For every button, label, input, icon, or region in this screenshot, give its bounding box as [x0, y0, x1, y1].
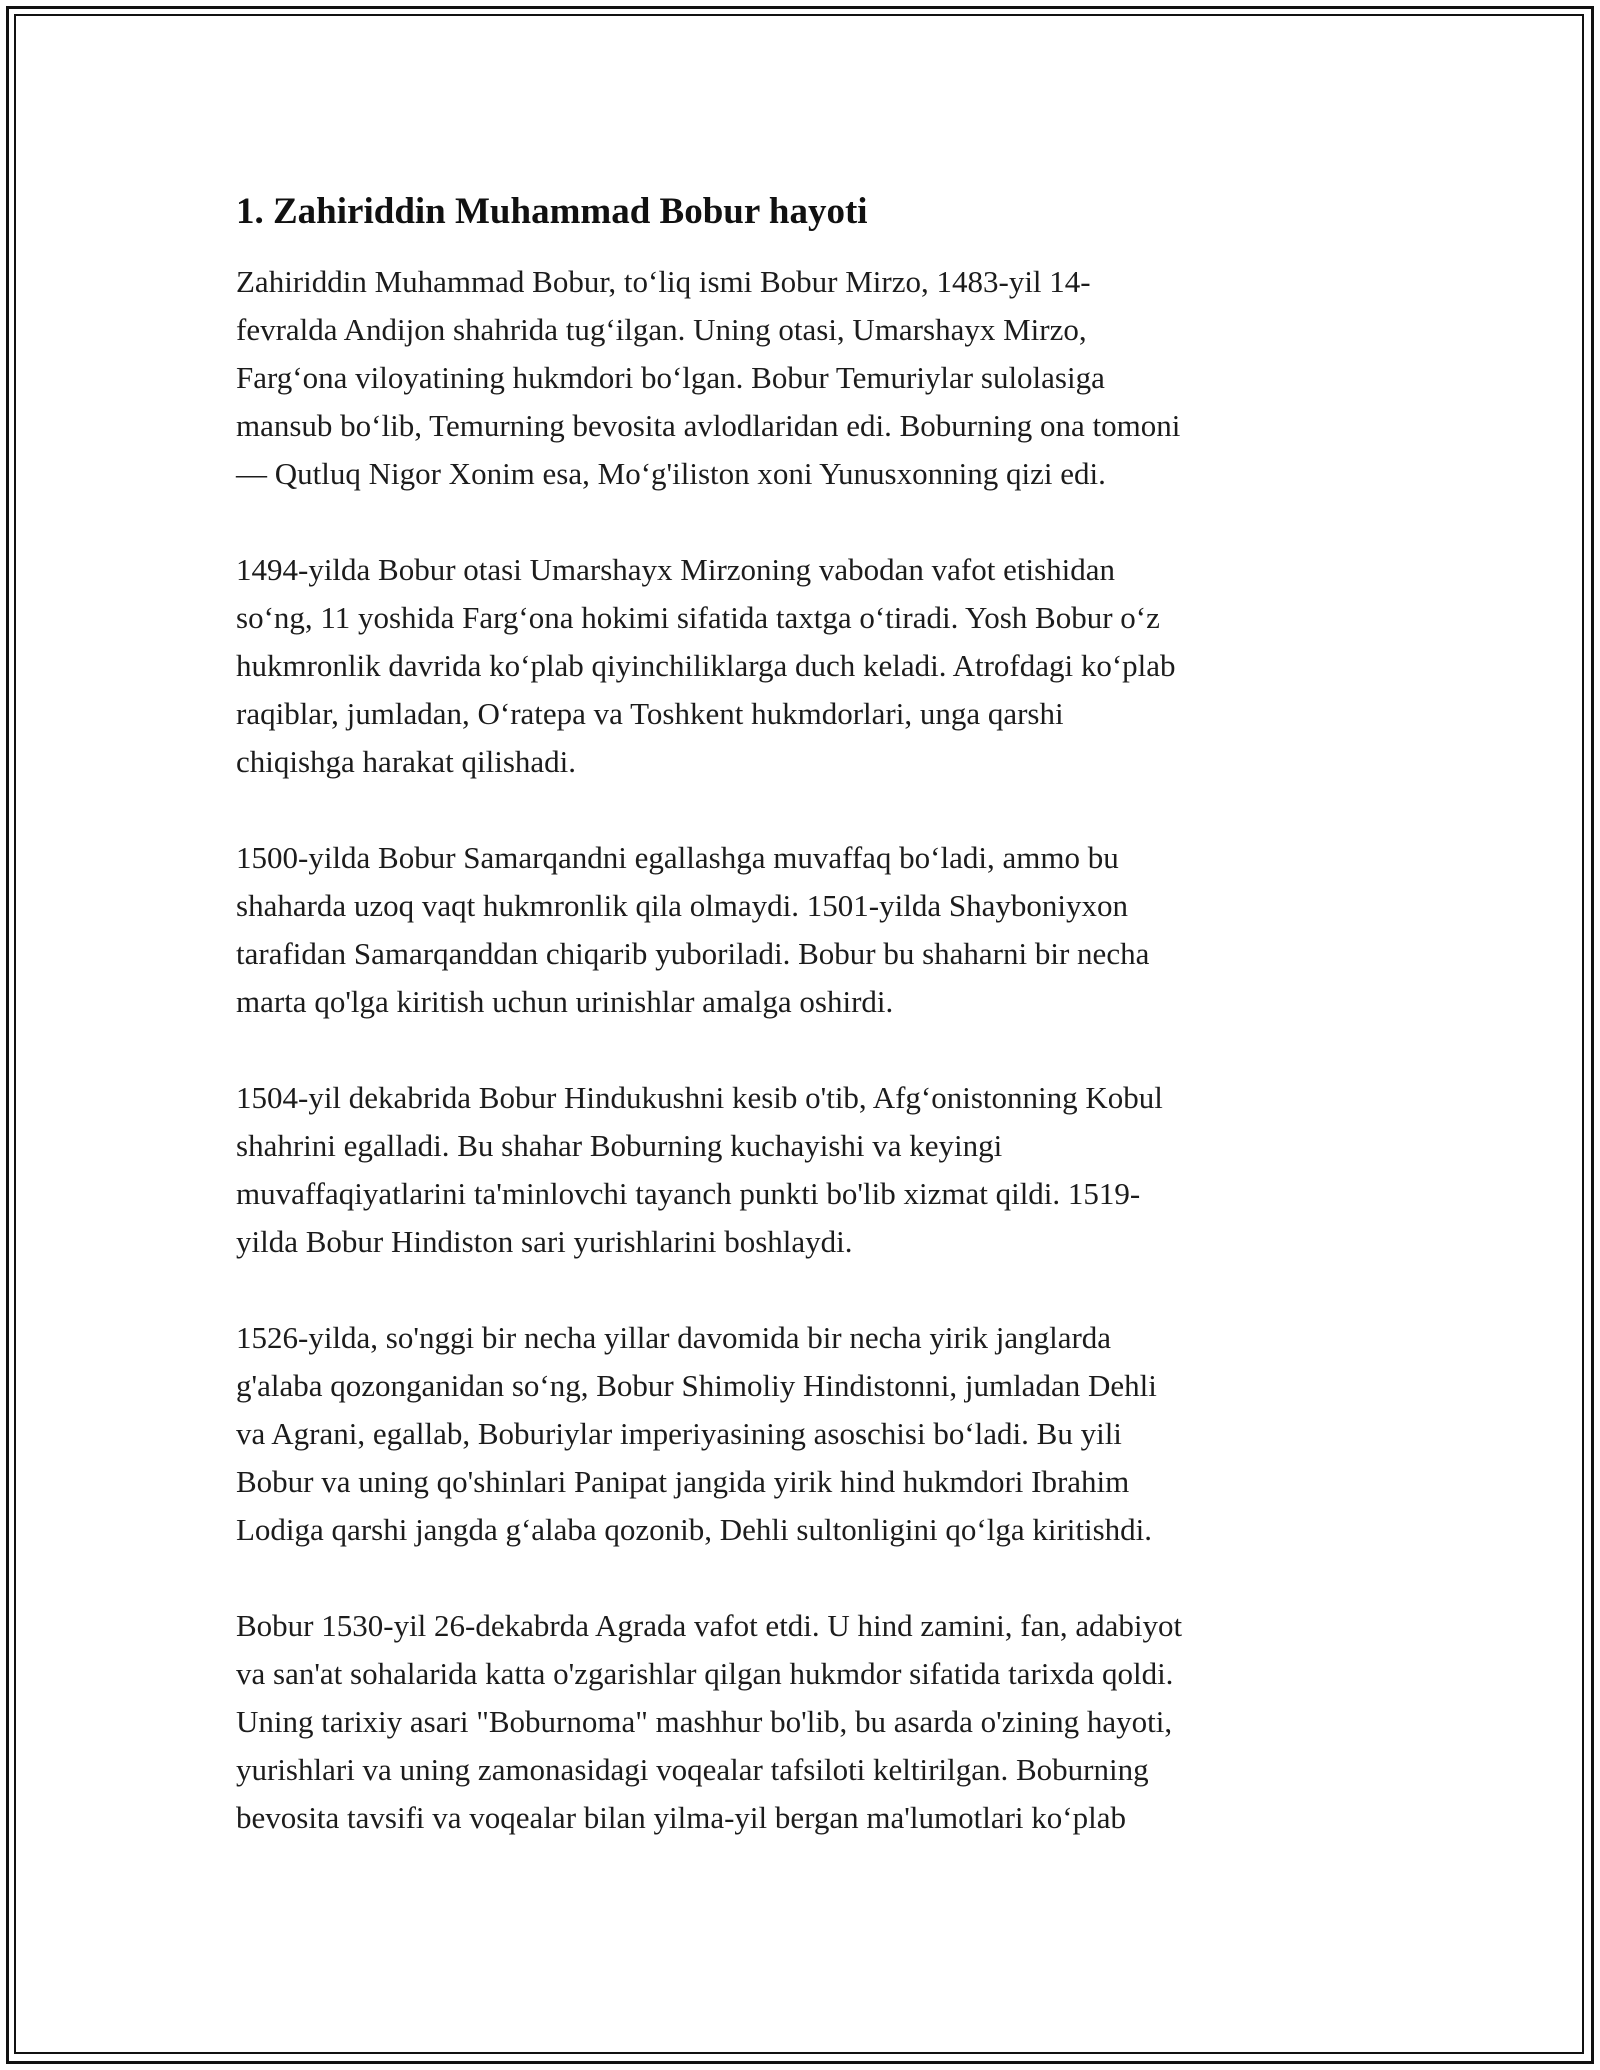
text-line: Farg‘ona viloyatining hukmdori bo‘lgan. Bobur Temuriylar sulolasiga — [236, 360, 1105, 395]
text-line: yurishlari va uning zamonasidagi voqealar tafsiloti keltirilgan. Boburning — [236, 1752, 1149, 1787]
text-line: va san'at sohalarida katta o'zgarishlar qilgan hukmdor sifatida tarixda qoldi. — [236, 1656, 1174, 1691]
paragraph-kabul — [236, 1074, 1366, 1266]
text-line: fevralda Andijon shahrida tug‘ilgan. Uning otasi, Umarshayx Mirzo, — [236, 312, 1087, 347]
text-line: va Agrani, egallab, Boburiylar imperiyasining asoschisi bo‘ladi. Bu yili — [236, 1416, 1122, 1451]
paragraph-panipat — [236, 1314, 1366, 1554]
section-heading: 1. Zahiriddin Muhammad Bobur hayoti — [236, 191, 868, 232]
text-line: so‘ng, 11 yoshida Farg‘ona hokimi sifatida taxtga o‘tiradi. Yosh Bobur o‘z — [236, 600, 1160, 635]
text-line: tarafidan Samarqanddan chiqarib yuboriladi. Bobur bu shaharni bir necha — [236, 936, 1150, 971]
text-line: Bobur 1530-yil 26-dekabrda Agrada vafot etdi. U hind zamini, fan, adabiyot — [236, 1608, 1183, 1643]
text-line: hukmronlik davrida ko‘plab qiyinchiliklarga duch keladi. Atrofdagi ko‘plab — [236, 648, 1176, 683]
text-line: 1494-yilda Bobur otasi Umarshayx Mirzoning vabodan vafot etishidan — [236, 552, 1116, 587]
text-line: 1500-yilda Bobur Samarqandni egallashga muvaffaq bo‘ladi, ammo bu — [236, 840, 1119, 875]
text-line: chiqishga harakat qilishadi. — [236, 744, 577, 779]
text-line: marta qo'lga kiritish uchun urinishlar amalga oshirdi. — [236, 984, 894, 1019]
text-line: — Qutluq Nigor Xonim esa, Mo‘g'iliston xoni Yunusxonning qizi edi. — [236, 456, 1106, 491]
text-line: 1504-yil dekabrida Bobur Hindukushni kesib o'tib, Afg‘onistonning Kobul — [236, 1080, 1163, 1115]
text-line: Zahiriddin Muhammad Bobur, to‘liq ismi Bobur Mirzo, 1483-yil 14- — [236, 264, 1091, 299]
text-line: muvaffaqiyatlarini ta'minlovchi tayanch punkti bo'lib xizmat qildi. 1519- — [236, 1176, 1141, 1211]
text-line: Bobur va uning qo'shinlari Panipat jangida yirik hind hukmdori Ibrahim — [236, 1464, 1130, 1499]
document-body — [236, 186, 1366, 1890]
text-line: Lodiga qarshi jangda g‘alaba qozonib, Dehli sultonligini qo‘lga kiritishdi. — [236, 1512, 1153, 1547]
text-line: shaharda uzoq vaqt hukmronlik qila olmaydi. 1501-yilda Shayboniyxon — [236, 888, 1128, 923]
text-line: bevosita tavsifi va voqealar bilan yilma-yil bergan ma'lumotlari ko‘plab — [236, 1800, 1126, 1835]
paragraph-legacy — [236, 1602, 1366, 1842]
paragraph-samarkand — [236, 834, 1366, 1026]
text-line: Uning tarixiy asari "Boburnoma" mashhur bo'lib, bu asarda o'zining hayoti, — [236, 1704, 1173, 1739]
text-line: raqiblar, jumladan, O‘ratepa va Toshkent hukmdorlari, unga qarshi — [236, 696, 1064, 731]
text-line: g'alaba qozonganidan so‘ng, Bobur Shimoliy Hindistonni, jumladan Dehli — [236, 1368, 1157, 1403]
text-line: shahrini egalladi. Bu shahar Boburning kuchayishi va keyingi — [236, 1128, 1003, 1163]
text-line: 1526-yilda, so'nggi bir necha yillar davomida bir necha yirik janglarda — [236, 1320, 1112, 1355]
text-line: mansub bo‘lib, Temurning bevosita avlodlaridan edi. Boburning ona tomoni — [236, 408, 1181, 443]
paragraph-birth — [236, 258, 1366, 498]
text-line: yilda Bobur Hindiston sari yurishlarini boshlaydi. — [236, 1224, 853, 1259]
paragraph-ascension — [236, 546, 1366, 786]
